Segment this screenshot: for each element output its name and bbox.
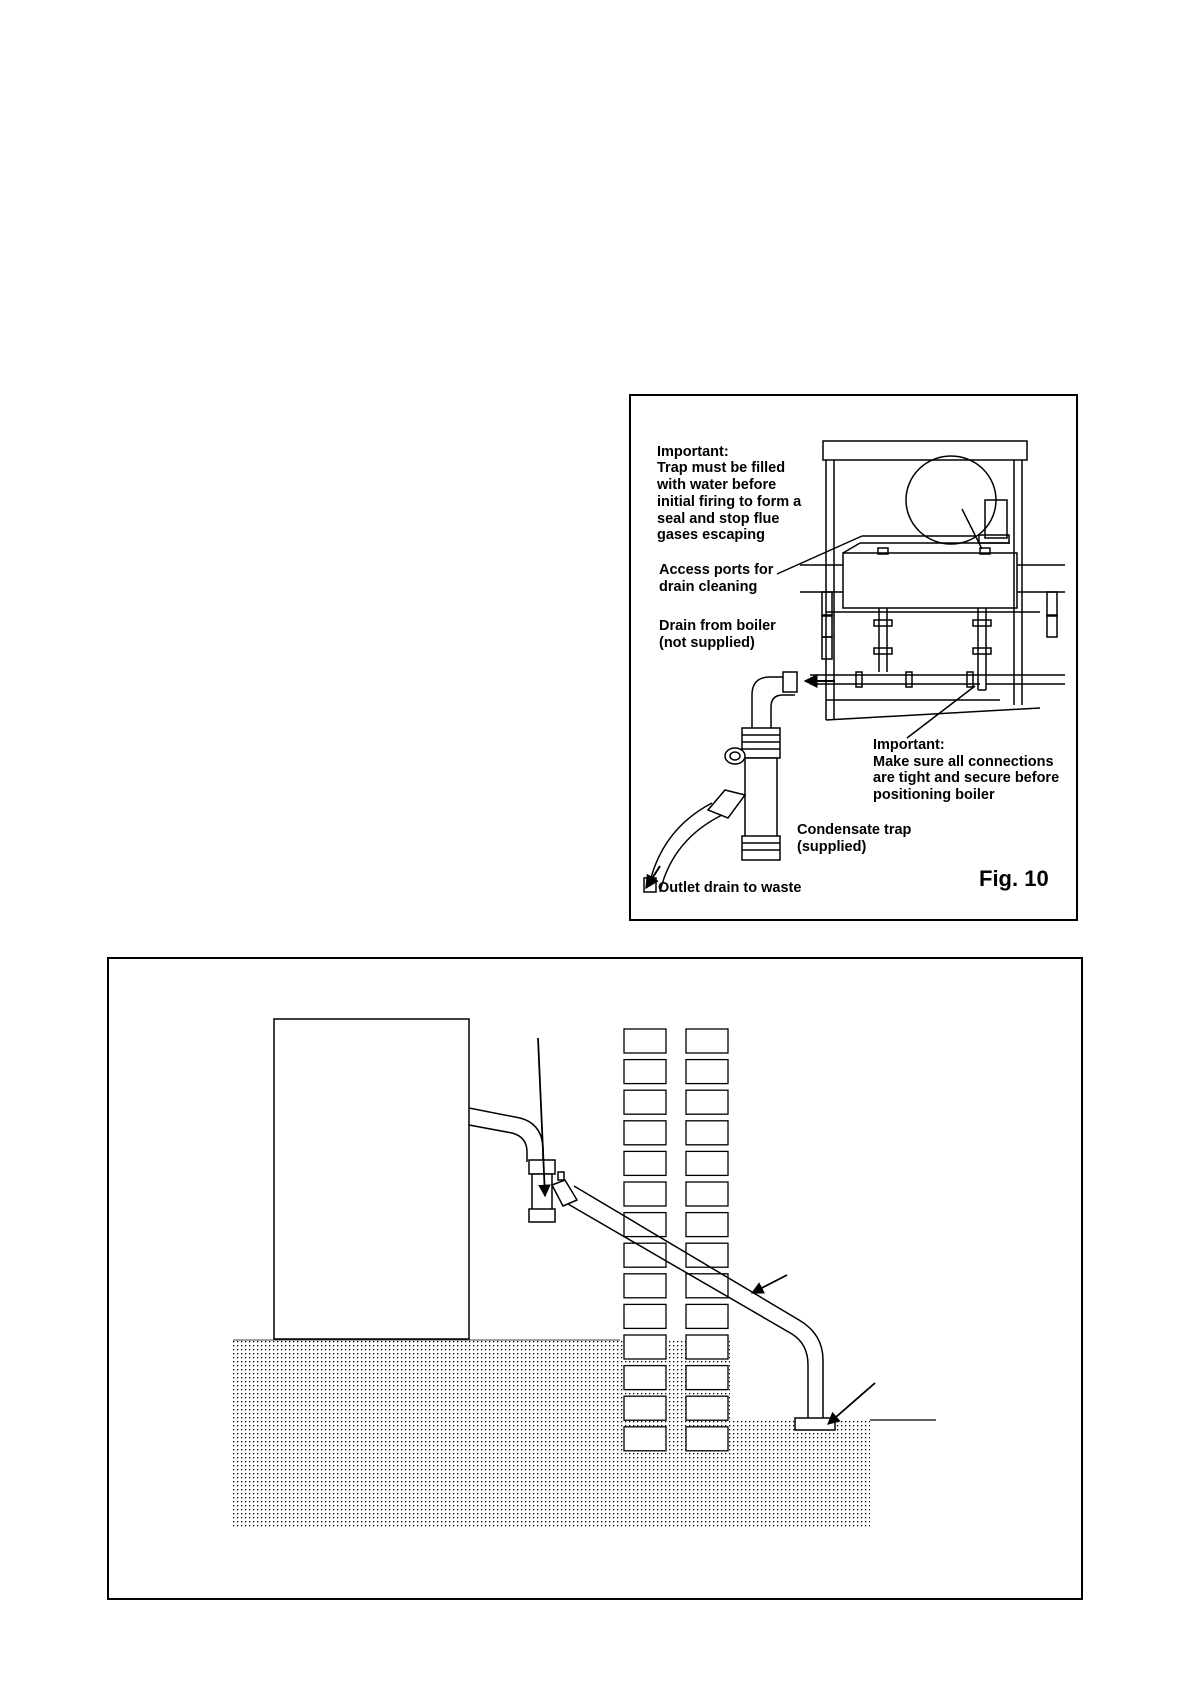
brick [686,1396,728,1420]
brick [624,1213,666,1237]
brick [686,1213,728,1237]
access-ports-line-2: drain cleaning [659,579,758,595]
brick [624,1396,666,1420]
pipe-arrow-icon [752,1275,787,1293]
drain-pipe [469,1108,543,1162]
brick [686,1060,728,1084]
condensate-trap-line-1: Condensate trap [797,822,912,838]
brick [624,1182,666,1206]
brick [686,1274,728,1298]
important-heading: Important: [657,444,729,460]
brick [686,1427,728,1451]
access-ports-line-1: Access ports for [659,562,774,578]
connections-heading: Important: [873,737,945,753]
brick [624,1427,666,1451]
trap-note-line-2: with water before [657,477,777,493]
brick [624,1090,666,1114]
condensate-trap-line-2: (supplied) [797,839,867,855]
brick [624,1151,666,1175]
brick [624,1060,666,1084]
gully-arrow-icon [828,1383,875,1424]
brick [686,1121,728,1145]
brick [624,1335,666,1359]
brick [686,1029,728,1053]
drain-from-boiler-line-1: Drain from boiler [659,618,776,634]
trap-note-line-5: gases escaping [657,527,765,543]
brick [686,1151,728,1175]
connections-note-line-2: are tight and secure before [873,770,1060,786]
brick [624,1029,666,1053]
trap-note-line-3: initial firing to form a [657,494,802,510]
boiler-body [274,1019,469,1339]
brick [686,1182,728,1206]
brick [624,1243,666,1267]
drain-from-boiler-line-2: (not supplied) [659,635,755,651]
installation-diagram [108,958,1082,1599]
access-ports-leader [777,536,862,574]
brick [686,1366,728,1390]
fig10-label: Fig. 10 [979,866,1049,891]
brick [686,1090,728,1114]
brick [686,1243,728,1267]
connections-note-line-1: Make sure all connections [873,754,1054,770]
brick [624,1304,666,1328]
connections-note-line-3: positioning boiler [873,787,995,803]
brick [624,1121,666,1145]
brick [686,1304,728,1328]
boiler-icon [800,441,1065,720]
fig10-figure [630,395,1077,920]
outlet-drain-label: Outlet drain to waste [658,880,802,896]
brick [624,1366,666,1390]
trap-note-line-4: seal and stop flue [657,511,780,527]
brick [624,1274,666,1298]
ground-fill [233,1340,936,1528]
trap-note-line-1: Trap must be filled [657,460,786,476]
condensate-trap-icon [644,672,797,892]
brick [686,1335,728,1359]
